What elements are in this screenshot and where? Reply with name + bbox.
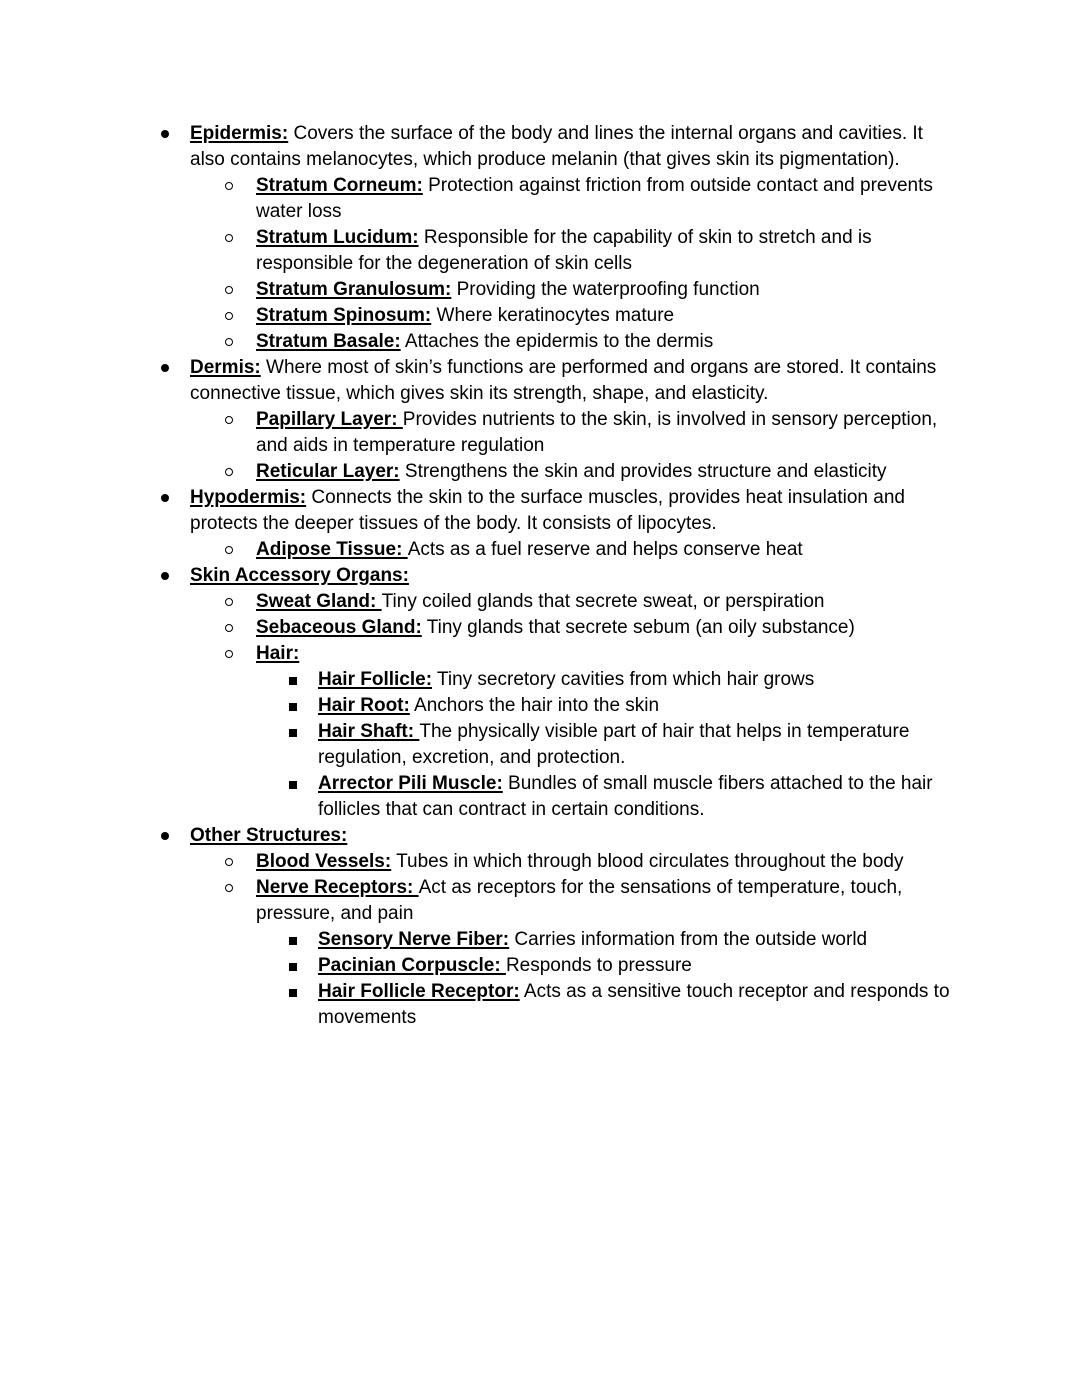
list-item-text: Strengthens the skin and provides structure and elasticity	[399, 461, 887, 482]
list-item	[0, 615, 960, 641]
bullet-disc-icon	[161, 364, 169, 372]
list-item	[0, 693, 960, 719]
list-item-term: Arrector Pili Muscle:	[318, 773, 503, 794]
list-item-term: Nerve Receptors:	[256, 877, 419, 898]
notes-outline-list	[0, 121, 960, 1031]
list-item	[0, 979, 960, 1031]
list-item-term: Reticular Layer:	[256, 461, 400, 482]
list-item-term: Hair Shaft:	[318, 721, 420, 742]
list-item	[0, 771, 960, 823]
list-item	[0, 927, 960, 953]
list-item	[0, 537, 960, 563]
list-item-text: Provides nutrients to the skin, is involved in sensory perception, and aids in temperature regulation	[256, 409, 938, 456]
list-item-term: Stratum Basale:	[256, 331, 401, 352]
list-item-text: Connects the skin to the surface muscles, provides heat insulation and protects the deeper tissues of the body. It consists of lipocytes.	[190, 487, 905, 534]
list-item-term: Papillary Layer:	[256, 409, 403, 430]
list-item-term: Sebaceous Gland:	[256, 617, 422, 638]
bullet-circle-icon	[225, 598, 233, 606]
list-item-term: Other Structures:	[190, 825, 348, 846]
list-item-term: Hair:	[256, 643, 300, 664]
list-item-term: Hair Follicle Receptor:	[318, 981, 520, 1002]
list-item	[0, 563, 960, 589]
list-item-term: Stratum Granulosum:	[256, 279, 452, 300]
list-item	[0, 589, 960, 615]
list-item-text: Acts as a sensitive touch receptor and responds to movements	[318, 981, 950, 1028]
list-item-text: Protection against friction from outside contact and prevents water loss	[256, 175, 933, 222]
list-item-text: Covers the surface of the body and lines the internal organs and cavities. It also contains melanocytes, which produce melanin (that gives skin its pigmentation).	[190, 123, 923, 170]
list-item-term: Adipose Tissue:	[256, 539, 408, 560]
list-item-term: Dermis:	[190, 357, 261, 378]
list-item-text: Tiny coiled glands that secrete sweat, or perspiration	[381, 591, 825, 612]
list-item	[0, 953, 960, 979]
list-item	[0, 459, 960, 485]
bullet-square-icon	[289, 937, 297, 945]
bullet-disc-icon	[161, 572, 169, 580]
list-item-text: Responsible for the capability of skin to stretch and is responsible for the degeneration of skin cells	[256, 227, 872, 274]
list-item-text: Tubes in which through blood circulates throughout the body	[391, 851, 904, 872]
bullet-circle-icon	[225, 416, 233, 424]
list-item-text: Attaches the epidermis to the dermis	[400, 331, 714, 352]
list-item-term: Sensory Nerve Fiber:	[318, 929, 510, 950]
bullet-square-icon	[289, 677, 297, 685]
list-item-term: Hypodermis:	[190, 487, 307, 508]
list-item	[0, 875, 960, 927]
list-item-term: Epidermis:	[190, 123, 289, 144]
list-item	[0, 823, 960, 849]
bullet-disc-icon	[161, 130, 169, 138]
bullet-circle-icon	[225, 624, 233, 632]
list-item-text: Where keratinocytes mature	[431, 305, 675, 326]
bullet-circle-icon	[225, 234, 233, 242]
list-item	[0, 641, 960, 667]
list-item-term: Pacinian Corpuscle:	[318, 955, 506, 976]
bullet-square-icon	[289, 963, 297, 971]
list-item-text: The physically visible part of hair that helps in temperature regulation, excretion, and protection.	[318, 721, 910, 768]
list-item-term: Hair Root:	[318, 695, 410, 716]
list-item-text: Act as receptors for the sensations of temperature, touch, pressure, and pain	[256, 877, 903, 924]
bullet-circle-icon	[225, 858, 233, 866]
bullet-circle-icon	[225, 468, 233, 476]
list-item-term: Stratum Spinosum:	[256, 305, 432, 326]
list-item	[0, 303, 960, 329]
list-item-term: Stratum Lucidum:	[256, 227, 419, 248]
list-item	[0, 329, 960, 355]
bullet-circle-icon	[225, 650, 233, 658]
bullet-square-icon	[289, 989, 297, 997]
list-item	[0, 485, 960, 537]
list-item	[0, 277, 960, 303]
list-item	[0, 225, 960, 277]
list-item-text: Tiny glands that secrete sebum (an oily substance)	[421, 617, 855, 638]
bullet-square-icon	[289, 703, 297, 711]
list-item	[0, 719, 960, 771]
list-item-text: Acts as a fuel reserve and helps conserve heat	[407, 539, 803, 560]
list-item	[0, 849, 960, 875]
bullet-circle-icon	[225, 546, 233, 554]
list-item	[0, 121, 960, 173]
list-item-term: Stratum Corneum:	[256, 175, 423, 196]
list-item-text: Responds to pressure	[505, 955, 692, 976]
list-item-text: Anchors the hair into the skin	[409, 695, 660, 716]
list-item	[0, 173, 960, 225]
bullet-circle-icon	[225, 182, 233, 190]
list-item-text: Providing the waterproofing function	[451, 279, 760, 300]
list-item	[0, 355, 960, 407]
list-item-term: Blood Vessels:	[256, 851, 392, 872]
list-item-text: Where most of skin’s functions are performed and organs are stored. It contains connective tissue, which gives skin its strength, shape, and elasticity.	[190, 357, 937, 404]
list-item-term: Skin Accessory Organs:	[190, 565, 409, 586]
list-item-term: Hair Follicle:	[318, 669, 433, 690]
bullet-circle-icon	[225, 286, 233, 294]
list-item-text: Bundles of small muscle fibers attached to the hair follicles that can contract in certain conditions.	[318, 773, 933, 820]
list-item-text: Carries information from the outside world	[509, 929, 868, 950]
list-item-term: Sweat Gland:	[256, 591, 382, 612]
bullet-disc-icon	[161, 832, 169, 840]
bullet-circle-icon	[225, 312, 233, 320]
bullet-square-icon	[289, 729, 297, 737]
bullet-disc-icon	[161, 494, 169, 502]
list-item-text: Tiny secretory cavities from which hair grows	[432, 669, 815, 690]
list-item	[0, 667, 960, 693]
list-item	[0, 407, 960, 459]
bullet-circle-icon	[225, 338, 233, 346]
bullet-square-icon	[289, 781, 297, 789]
bullet-circle-icon	[225, 884, 233, 892]
